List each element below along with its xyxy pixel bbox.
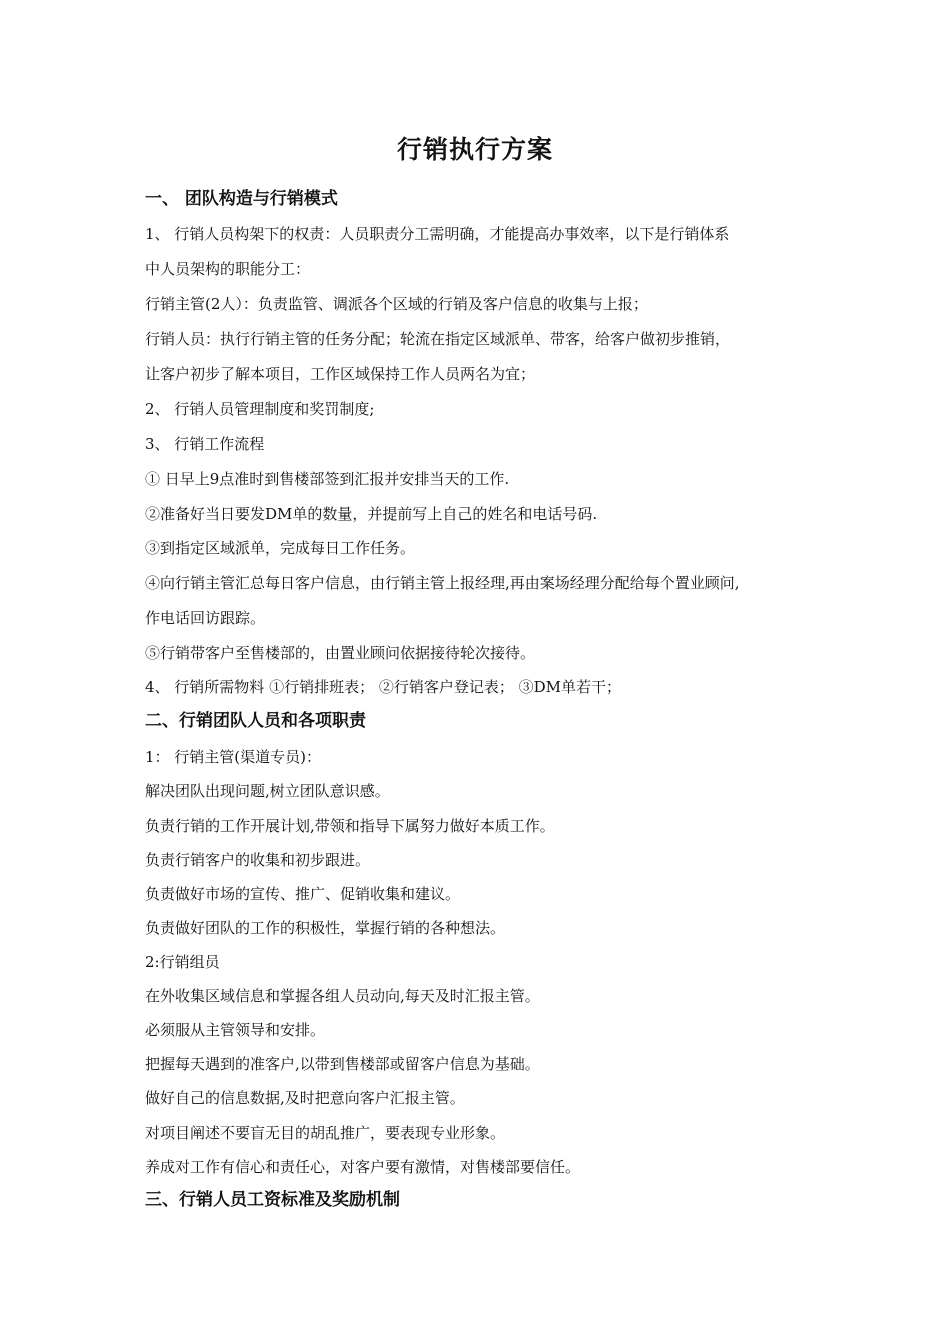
section-2-line: 在外收集区域信息和掌握各组人员动向,每天及时汇报主管。 [145, 987, 540, 1005]
section-2-line: 解决团队出现问题,树立团队意识感。 [145, 782, 390, 800]
section-1-line: 中人员架构的职能分工： [145, 260, 311, 278]
section-1-heading: 一、 团队构造与行销模式 [145, 189, 338, 209]
section-1-line: ③到指定区域派单，完成每日工作任务。 [145, 539, 416, 557]
section-2-line: 养成对工作有信心和责任心，对客户要有激情，对售楼部要信任。 [145, 1158, 581, 1176]
section-2-line: 对项目阐述不要盲无目的胡乱推广，要表现专业形象。 [145, 1124, 506, 1142]
section-2-line: 负责做好团队的工作的积极性，掌握行销的各种想法。 [145, 919, 506, 937]
section-1-line: ⑤行销带客户至售楼部的，由置业顾问依据接待轮次接待。 [145, 644, 536, 662]
section-2-line: 2:行销组员 [145, 953, 220, 971]
section-1-line: 作电话回访跟踪。 [145, 609, 266, 627]
section-2-heading: 二、行销团队人员和各项职责 [145, 711, 366, 731]
section-1-line: ④向行销主管汇总每日客户信息，由行销主管上报经理,再由案场经理分配给每个置业顾问, [145, 574, 740, 592]
section-2-line: 做好自己的信息数据,及时把意向客户汇报主管。 [145, 1089, 465, 1107]
section-2-line: 负责行销的工作开展计划,带领和指导下属努力做好本质工作。 [145, 817, 555, 835]
section-1-line: 行销主管(2人）：负责监管、调派各个区域的行销及客户信息的收集与上报； [145, 295, 648, 313]
section-2-line: 负责行销客户的收集和初步跟进。 [145, 851, 371, 869]
section-1-line: 3、 行销工作流程 [145, 435, 265, 453]
section-2-line: 必须服从主管领导和安排。 [145, 1021, 326, 1039]
document-title: 行销执行方案 [396, 135, 553, 164]
section-1-line: 1、 行销人员构架下的权责：人员职责分工需明确，才能提高办事效率，以下是行销体系 [145, 225, 730, 243]
section-1-line: ②准备好当日要发DM单的数量，并提前写上自己的姓名和电话号码. [145, 505, 598, 523]
section-1-line: 2、 行销人员管理制度和奖罚制度; [145, 400, 375, 418]
section-1-line: ① 日早上9点准时到售楼部签到汇报并安排当天的工作. [145, 470, 510, 488]
section-1-line: 让客户初步了解本项目，工作区域保持工作人员两名为宜； [145, 365, 536, 383]
section-3-heading: 三、行销人员工资标准及奖励机制 [145, 1190, 400, 1210]
section-2-line: 把握每天遇到的准客户,以带到售楼部或留客户信息为基础。 [145, 1055, 540, 1073]
section-2-line: 1： 行销主管(渠道专员)： [145, 748, 322, 766]
section-2-line: 负责做好市场的宣传、推广、促销收集和建议。 [145, 885, 461, 903]
section-1-line: 行销人员：执行行销主管的任务分配；轮流在指定区域派单、带客，给客户做初步推销， [145, 330, 731, 348]
section-1-line: 4、 行销所需物料 ①行销排班表； ②行销客户登记表； ③DM单若干； [145, 678, 622, 696]
